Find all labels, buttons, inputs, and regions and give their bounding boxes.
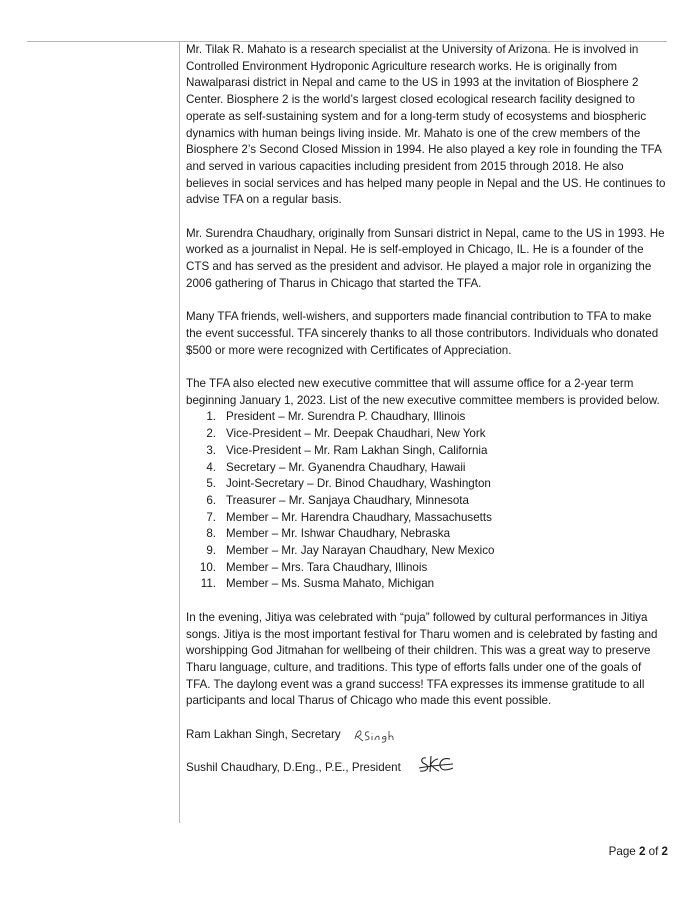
paragraph-surendra-chaudhary: Mr. Surendra Chaudhary, originally from Sunsari district in Nepal, came to the US in 1993. He worked as a journalist in Nepal. He is self-employed in Chicago, IL. He is a founder of the CTS and has served as the president and advisor. He played a major role in organizing the 2006 gathering of Tharus in Chicago that started the TFA. bbox=[186, 226, 665, 290]
secretary-signature bbox=[353, 727, 397, 743]
left-margin-rule bbox=[179, 41, 180, 823]
list-item: 4. Secretary – Mr. Gyanendra Chaudhary, Hawaii bbox=[206, 460, 466, 474]
committee-list bbox=[186, 409, 668, 593]
list-item: 6. Treasurer – Mr. Sanjaya Chaudhary, Minnesota bbox=[206, 493, 469, 507]
list-item: 11. Member – Ms. Susma Mahato, Michigan bbox=[200, 577, 435, 591]
list-item: 1. President – Mr. Surendra P. Chaudhary, Illinois bbox=[206, 410, 466, 424]
president-signature-line bbox=[186, 760, 668, 777]
president-signature bbox=[417, 754, 455, 776]
list-item: 7. Member – Mr. Harendra Chaudhary, Massachusetts bbox=[206, 510, 492, 524]
list-item: 9. Member – Mr. Jay Narayan Chaudhary, New Mexico bbox=[206, 544, 495, 558]
list-item: 5. Joint-Secretary – Dr. Binod Chaudhary, Washington bbox=[206, 477, 491, 491]
paragraph-contributors: Many TFA friends, well-wishers, and supporters made financial contribution to TFA to make the event successful. TFA sincerely thanks to all those contributors. Individuals who donated $500 or more were recognized with Certificates of Appreciation. bbox=[186, 310, 659, 357]
list-item: 8. Member – Mr. Ishwar Chaudhary, Nebraska bbox=[206, 527, 451, 541]
page-number: Page 2 of 2 bbox=[608, 845, 668, 858]
secretary-signature-line bbox=[186, 727, 668, 744]
list-item: 2. Vice-President – Mr. Deepak Chaudhari, New York bbox=[206, 427, 486, 441]
paragraph-jitiya-celebration: In the evening, Jitiya was celebrated with “puja” followed by cultural performances in Jitiya songs. Jitiya is the most important festival for Tharu women and is celebrated by fasting and worshipping God Jitmahan for wellbeing of their children. This was a great way to preserve Tharu language, culture, and traditions. This type of efforts falls under one of the goals of TFA. The daylong event was a grand success! TFA expresses its immense gratitude to all participants and local Tharus of Chicago who made this event possible. bbox=[186, 610, 658, 708]
secretary-name: Ram Lakhan Singh, Secretary bbox=[186, 727, 341, 741]
list-item: 10. Member – Mrs. Tara Chaudhary, Illinois bbox=[199, 560, 428, 574]
paragraph-executive-committee: The TFA also elected new executive committee that will assume office for a 2-year term beginning January 1, 2023. List of the new executive committee members is provided below. bbox=[186, 377, 660, 407]
list-item: 3. Vice-President – Mr. Ram Lakhan Singh, California bbox=[206, 443, 488, 457]
paragraph-tilak-mahato: Mr. Tilak R. Mahato is a research specialist at the University of Arizona. He is involved in Controlled Environment Hydroponic Agriculture research works. He is originally from Nawalparasi district in Nepal and came to the US in 1993 at the invitation of Biosphere 2 Center. Biosphere 2 is the world’s largest closed ecological research facility designed to operate as self-sustaining system and for a long-term study of ecosystems and biospheric dynamics with human beings living inside. Mr. Mahato is one of the crew members of the Biosphere 2’s Second Closed Mission in 1994. He also played a key role in founding the TFA and served in various capacities including president from 2015 through 2018. He also believes in social services and has helped many people in Nepal and the US. He continues to advise TFA on a regular basis. bbox=[186, 43, 666, 207]
president-name: Sushil Chaudhary, D.Eng., P.E., President bbox=[186, 761, 401, 775]
document-body bbox=[186, 42, 668, 794]
